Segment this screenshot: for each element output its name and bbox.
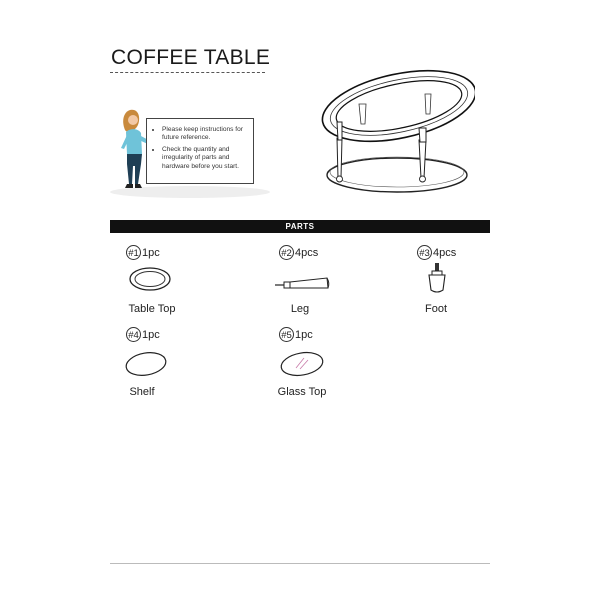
part-1-number	[126, 245, 160, 260]
leg-icon	[273, 275, 333, 293]
table-top-icon	[128, 266, 172, 292]
part-3-qty: 4pcs	[433, 246, 457, 259]
part-3-badge: #3	[417, 245, 432, 260]
footer-rule	[110, 563, 490, 564]
part-4-name: Shelf	[129, 386, 155, 398]
glass-top-icon	[279, 350, 325, 378]
part-3-name: Foot	[424, 303, 447, 315]
title-underline	[110, 72, 265, 73]
part-4-badge: #4	[126, 327, 141, 342]
part-2-badge: #2	[279, 245, 294, 260]
part-1-qty: 1pc	[142, 246, 160, 259]
part-5-badge: #5	[279, 327, 294, 342]
instructions-note	[146, 118, 254, 184]
part-5-qty: 1pc	[295, 328, 313, 341]
part-1-name: Table Top	[128, 303, 176, 315]
part-3-number	[417, 245, 456, 260]
shelf-icon	[124, 350, 168, 378]
part-2-qty: 4pcs	[295, 246, 319, 259]
part-2-number	[279, 245, 318, 260]
coffee-table-illustration	[315, 58, 475, 198]
part-1-badge: #1	[126, 245, 141, 260]
note-keep-instructions: • Please keep instructions for future reference.	[162, 126, 249, 143]
parts-header: PARTS	[110, 220, 490, 233]
page-title: COFFEE TABLE	[111, 46, 271, 69]
part-4-number	[126, 327, 160, 342]
part-4-qty: 1pc	[142, 328, 160, 341]
part-5-name: Glass Top	[277, 386, 327, 398]
part-5-number	[279, 327, 313, 342]
part-2-name: Leg	[290, 303, 310, 315]
note-check-parts: • Check the quantity and irregularity of parts and hardware before you start.	[162, 146, 249, 171]
foot-icon	[426, 262, 448, 296]
